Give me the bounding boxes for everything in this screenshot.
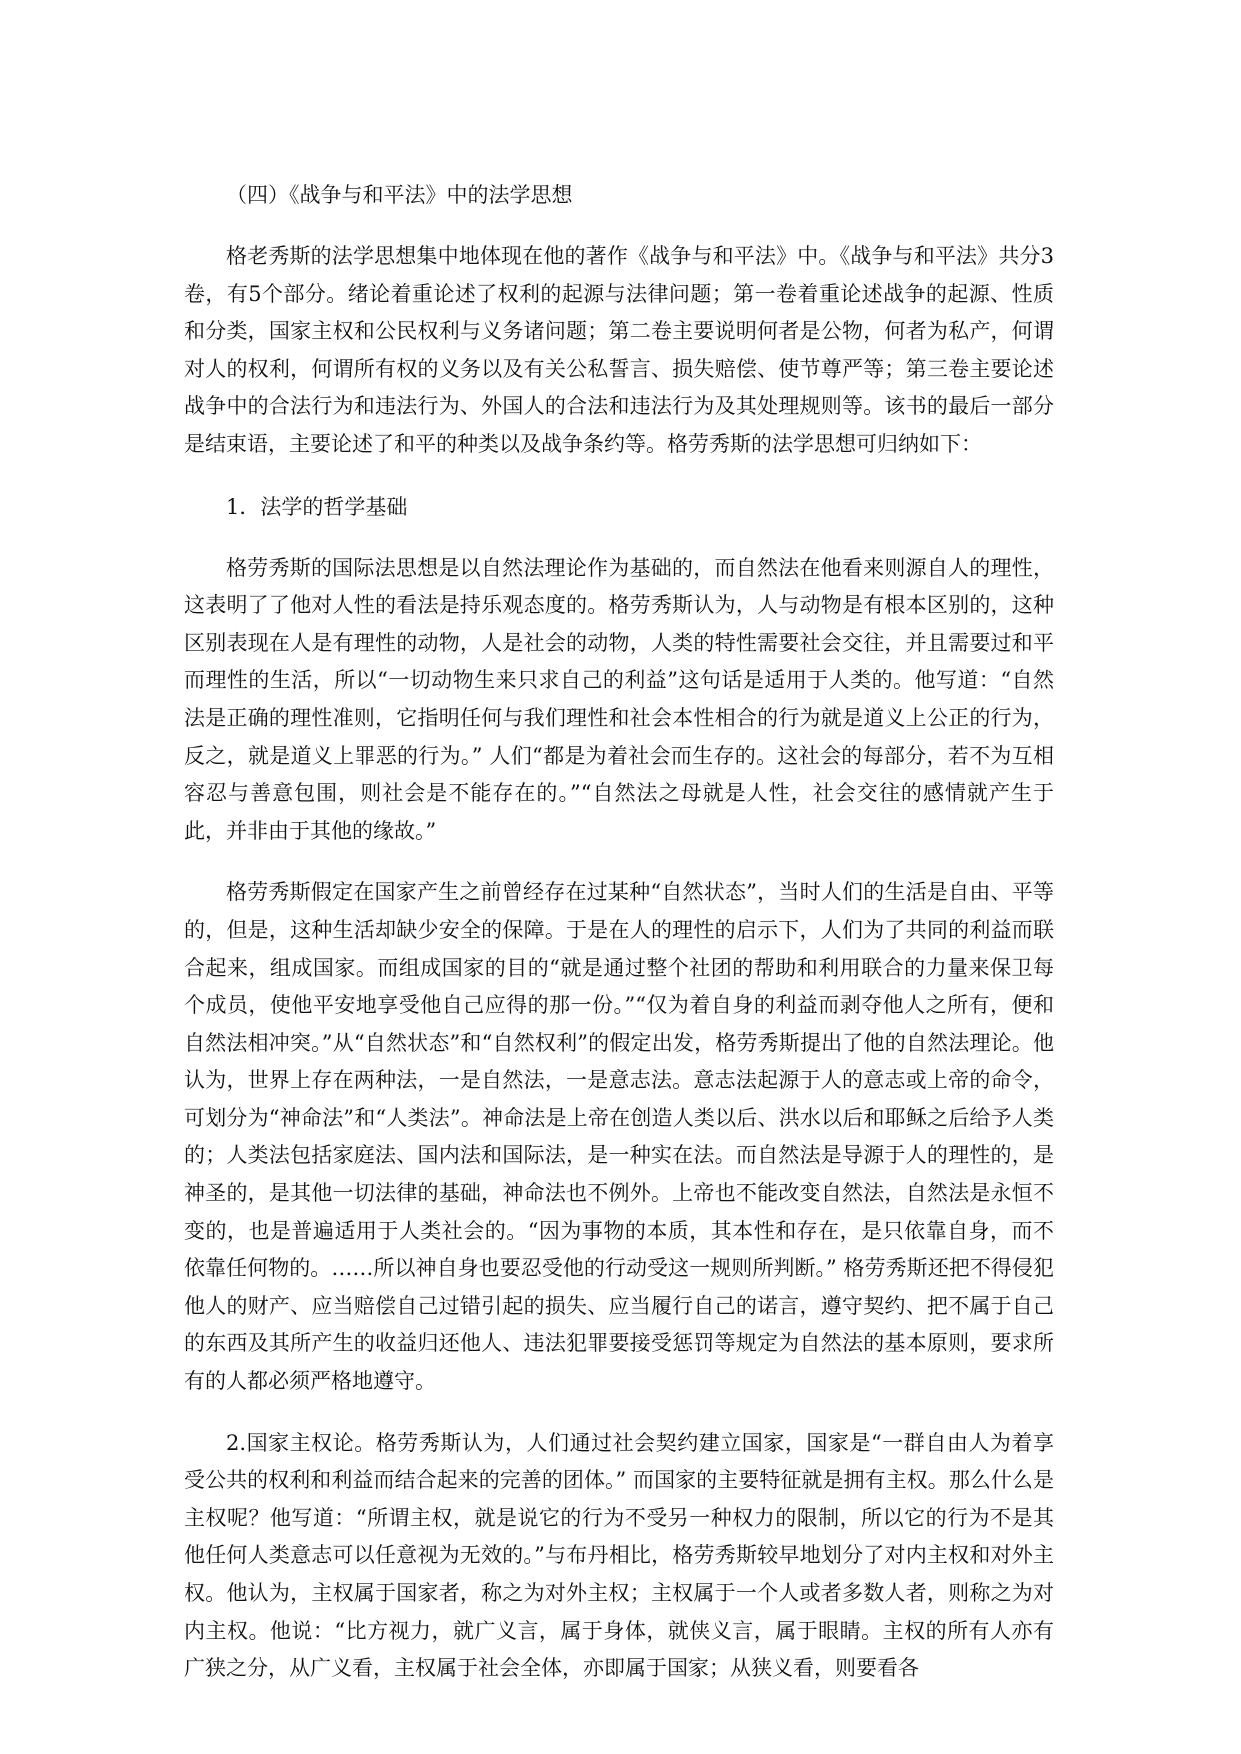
paragraph-natural-law-reason: 格劳秀斯的国际法思想是以自然法理论作为基础的，而自然法在他看来则源自人的理性，这表明了了他对人性的看法是持乐观态度的。格劳秀斯认为，人与动物是有根本区别的，这种区别表现在人是有理性的动物，人是社会的动物，人类的特性需要社会交往，并且需要过和平而理性的生活，所以“一切动物生来只求自己的利益”这句话是适用于人类的。他写道：“自然法是正确的理性准则，它指明任何与我们理性和社会本性相合的行为就是道义上公正的行为，反之，就是道义上罪恶的行为。” 人们“都是为着社会而生存的。这社会的每部分，若不为互相容忍与善意包围，则社会是不能存在的。”“自然法之母就是人性，社会交往的感情就产生于此，并非由于其他的缘故。” [184, 555, 1054, 843]
paragraph-state-of-nature: 格劳秀斯假定在国家产生之前曾经存在过某种“自然状态”，当时人们的生活是自由、平等的，但是，这种生活却缺少安全的保障。于是在人的理性的启示下，人们为了共同的利益而联合起来，组成国家。而组成国家的目的“就是通过整个社团的帮助和利用联合的力量来保卫每个成员，使他平安地享受他自己应得的那一份。”“仅为着自身的利益而剥夺他人之所有，便和自然法相冲突。”从“自然状态”和“自然权利”的假定出发，格劳秀斯提出了他的自然法理论。他认为，世界上存在两种法，一是自然法，一是意志法。意志法起源于人的意志或上帝的命令，可划分为“神命法”和“人类法”。神命法是上帝在创造人类以后、洪水以后和耶稣之后给予人类的；人类法包括家庭法、国内法和国际法，是一种实在法。而自然法是导源于人的理性的，是神圣的，是其他一切法律的基础，神命法也不例外。上帝也不能改变自然法，自然法是永恒不变的，也是普遍适用于人类社会的。“因为事物的本质，其本性和存在，是只依靠自身，而不依靠任何物的。……所以神自身也要忍受他的行动受这一规则所判断。” 格劳秀斯还把不得侵犯他人的财产、应当赔偿自己过错引起的损失、应当履行自己的诺言，遵守契约、把不属于自己的东西及其所产生的收益归还他人、违法犯罪要接受惩罚等规定为自然法的基本原则，要求所有的人都必须严格地遵守。 [184, 880, 1054, 1394]
section-title: （四）《战争与和平法》中的法学思想 [226, 183, 573, 207]
document-page [184, 176, 1054, 1712]
subsection-title-philosophical-basis: 1．法学的哲学基础 [226, 494, 408, 519]
intro-paragraph: 格老秀斯的法学思想集中地体现在他的著作《战争与和平法》中。《战争与和平法》共分3卷，有5个部分。绪论着重论述了权利的起源与法律问题；第一卷着重论述战争的起源、性质和分类，国家主权和公民权利与义务诸问题；第二卷主要说明何者是公物，何者为私产，何谓对人的权利，何谓所有权的义务以及有关公私誓言、损失赔偿、使节尊严等；第三卷主要论述战争中的合法行为和违法行为、外国人的合法和违法行为及其处理规则等。该书的最后一部分是结束语，主要论述了和平的种类以及战争条约等。格劳秀斯的法学思想可归纳如下： [184, 244, 1054, 456]
paragraph-sovereignty: 2.国家主权论。格劳秀斯认为，人们通过社会契约建立国家，国家是“一群自由人为着享受公共的权利和利益而结合起来的完善的团体。” 而国家的主要特征就是拥有主权。那么什么是主权呢？他写道：“所谓主权，就是说它的行为不受另一种权力的限制，所以它的行为不是其他任何人类意志可以任意视为无效的。”与布丹相比，格劳秀斯较早地划分了对内主权和对外主权。他认为，主权属于国家者，称之为对外主权；主权属于一个人或者多数人者，则称之为对内主权。他说：“比方视力，就广义言，属于身体，就侠义言，属于眼睛。主权的所有人亦有广狭之分，从广义看，主权属于社会全体，亦即属于国家；从狭义看，则要看各 [184, 1430, 1054, 1681]
